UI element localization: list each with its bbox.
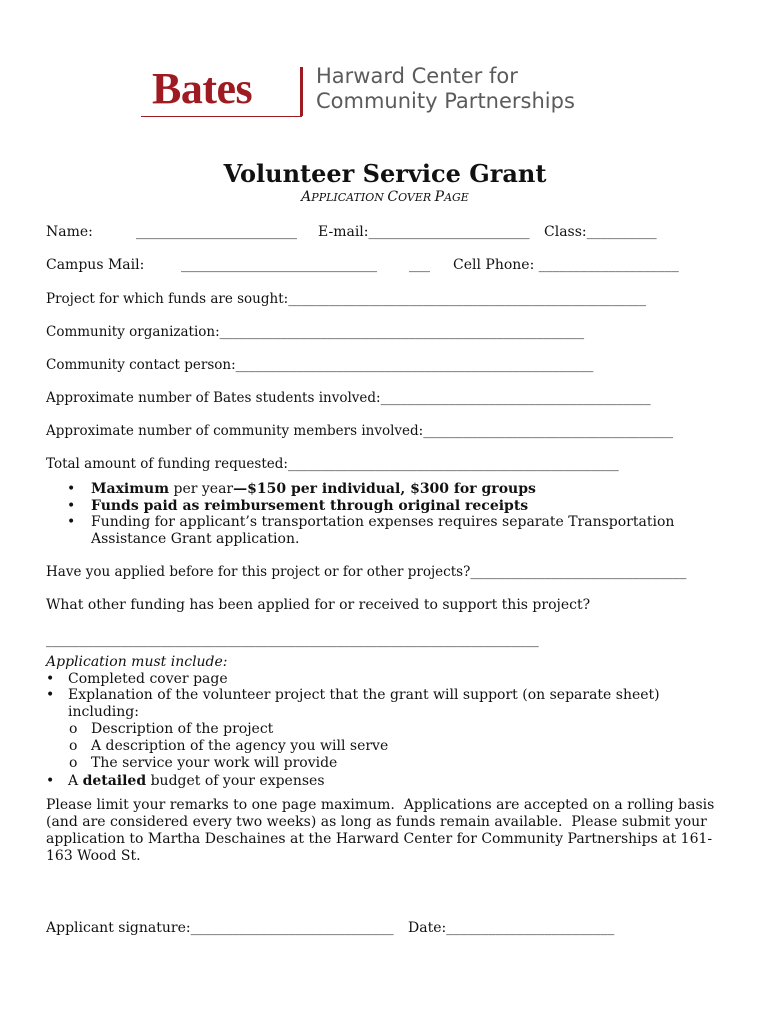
cell-phone-field[interactable]: Cell Phone: ____________________ <box>453 257 679 273</box>
other-funding-field[interactable]: _________________________________________________________________________ <box>46 632 539 648</box>
instructions-line2: (and are considered every two weeks) as long as funds remain available. Please submit your <box>46 814 707 830</box>
subtitle-c-rest: OVER <box>398 191 435 204</box>
subtitle-c-cap: C <box>387 189 399 205</box>
bullet-marker: • <box>67 481 76 497</box>
page-title: Volunteer Service Grant <box>223 159 547 188</box>
bullet-marker: • <box>46 773 55 789</box>
sub-bullet-marker: o <box>69 721 78 737</box>
class-field[interactable]: Class:__________ <box>544 224 657 240</box>
requirement-sub-agency: A description of the agency you will serve <box>91 738 389 754</box>
budget-detailed: detailed <box>82 773 147 789</box>
budget-pre: A <box>68 773 83 789</box>
instructions-line3: application to Martha Deschaines at the Harward Center for Community Partnerships at 161- <box>46 831 713 847</box>
instructions-line1: Please limit your remarks to one page maximum. Applications are accepted on a rolling basis <box>46 797 715 813</box>
logo-underline <box>141 116 302 117</box>
subtitle-p-rest: AGE <box>444 191 469 204</box>
subtitle-a-rest: PPLICATION <box>311 191 388 204</box>
campus-mail-field-extra[interactable]: ___ <box>409 257 430 273</box>
logo-divider <box>300 67 303 116</box>
max-funding-item <box>91 481 536 498</box>
bullet-marker: • <box>46 671 55 687</box>
transportation-item-line1: Funding for applicant’s transportation expenses requires separate Transportation <box>91 514 675 530</box>
num-students-field[interactable]: Approximate number of Bates students involved:________________________________________ <box>46 390 651 406</box>
applied-before-field[interactable]: Have you applied before for this project or for other projects?________________________________ <box>46 564 687 580</box>
email-field[interactable]: E-mail:_______________________ <box>318 224 530 240</box>
community-contact-field[interactable]: Community contact person:_____________________________________________________ <box>46 357 594 373</box>
logo-line1: Harward Center for <box>316 64 518 88</box>
bates-logo: Bates <box>152 64 253 113</box>
requirement-explanation-line1: Explanation of the volunteer project that the grant will support (on separate sheet) <box>68 687 660 703</box>
bullet-marker: • <box>67 514 76 530</box>
requirement-sub-description: Description of the project <box>91 721 274 737</box>
instructions-line4: 163 Wood St. <box>46 848 141 864</box>
requirement-explanation-line2: including: <box>68 704 139 720</box>
budget-post: budget of your expenses <box>146 773 325 789</box>
reimbursement-item: Funds paid as reimbursement through original receipts <box>91 498 529 514</box>
requirements-heading: Application must include: <box>46 654 228 670</box>
total-funding-field[interactable]: Total amount of funding requested:_________________________________________________ <box>46 456 619 472</box>
page-subtitle <box>0 188 770 207</box>
transportation-item-line2: Assistance Grant application. <box>91 531 300 547</box>
requirement-budget <box>68 773 325 790</box>
logo-subtitle <box>316 64 575 114</box>
per-year-text: per year <box>169 481 234 497</box>
num-community-field[interactable]: Approximate number of community members involved:_____________________________________ <box>46 423 673 439</box>
project-field[interactable]: Project for which funds are sought:_____________________________________________________ <box>46 291 646 307</box>
subtitle-p-cap: P <box>434 189 445 205</box>
name-label: Name: <box>46 224 93 240</box>
logo-line2: Community Partnerships <box>316 89 575 113</box>
subtitle-a-cap: A <box>301 189 312 205</box>
campus-mail-label: Campus Mail: <box>46 257 145 273</box>
requirement-cover-page: Completed cover page <box>68 671 228 687</box>
max-amounts: —$150 per individual, $300 for groups <box>233 481 536 497</box>
requirement-sub-service: The service your work will provide <box>91 755 338 771</box>
applicant-signature-field[interactable]: Applicant signature:_____________________________ <box>46 920 394 936</box>
bullet-marker: • <box>46 687 55 703</box>
date-field[interactable]: Date:________________________ <box>408 920 615 936</box>
other-funding-question: What other funding has been applied for or received to support this project? <box>46 597 591 613</box>
bullet-marker: • <box>67 498 76 514</box>
max-label: Maximum <box>91 481 170 497</box>
campus-mail-field[interactable]: ____________________________ <box>181 257 377 273</box>
community-organization-field[interactable]: Community organization:______________________________________________________ <box>46 324 585 340</box>
name-field[interactable]: _______________________ <box>136 224 297 240</box>
sub-bullet-marker: o <box>69 738 78 754</box>
sub-bullet-marker: o <box>69 755 78 771</box>
